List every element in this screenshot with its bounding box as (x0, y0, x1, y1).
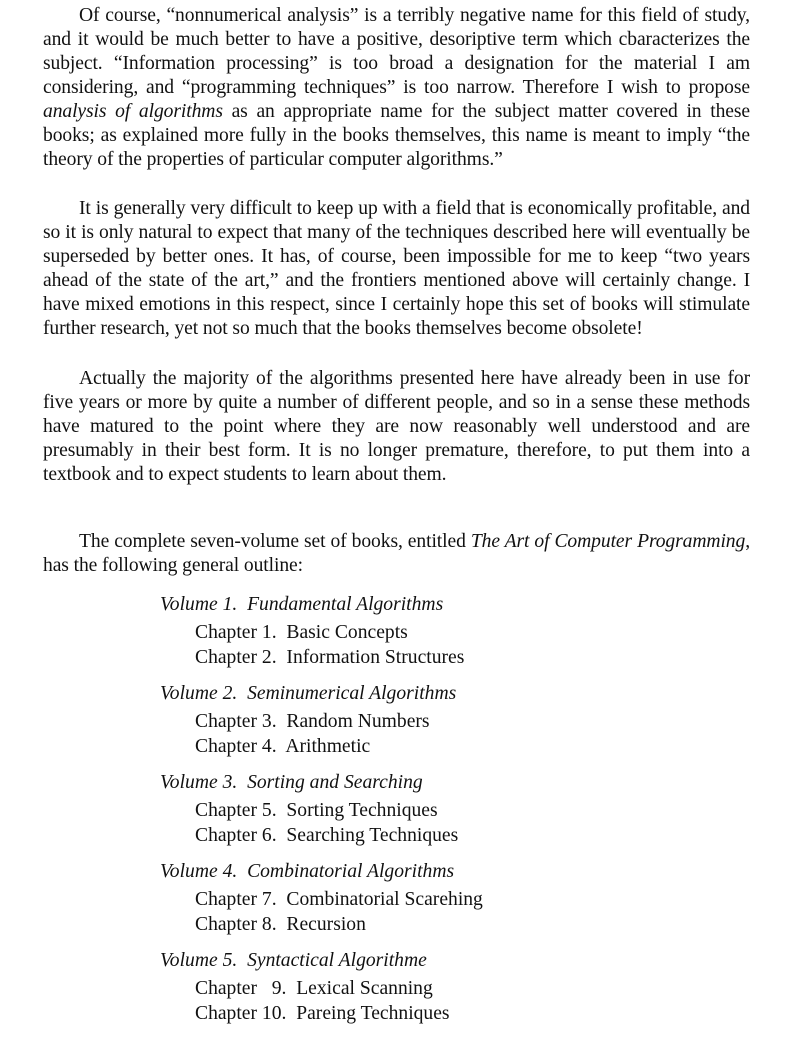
paragraph-series-outline-intro (43, 530, 750, 578)
italic-book-title: The Art of Computer Programming (470, 531, 746, 552)
text-run: It is generally very difficult to keep up with a field that is economically profitable, and so it is only natural to expect that many of the techniques described here will eventually be superseded by better ones. It has, of course, been impossible for me to keep “two years ahead of the state of the art,” and the frontiers mentioned above will certainly change. I have mixed emotions in this respect, since I certainly hope this set of books will stimulate further research, yet not so much that the books themselves become obsolete! (43, 198, 750, 339)
paragraph-analysis-of-algorithms (43, 4, 750, 172)
volume-title: Volume 3. Sorting and Searching (160, 772, 423, 793)
chapter-item: Chapter 9. Lexical Scanning (195, 978, 433, 999)
paragraph-majority-of-algorithms (43, 367, 750, 487)
chapter-item: Chapter 1. Basic Concepts (195, 622, 408, 643)
volume-title: Volume 5. Syntactical Algorithme (160, 950, 427, 971)
text-run: The complete seven-volume set of books, entitled (79, 531, 471, 552)
chapter-item: Chapter 3. Random Numbers (195, 711, 430, 732)
text-run: as an appropriate name for the subject matter covered in these books; as explained more fully in the books themselves, this name is meant to imply “the theory of the properties of particular computer algorithms.” (43, 101, 750, 170)
volume-outline (160, 593, 720, 1038)
chapter-item: Chapter 2. Information Structures (195, 646, 465, 668)
chapter-item: Chapter 4. Arithmetic (195, 735, 371, 757)
volume-entry (160, 949, 720, 1026)
paragraph-keeping-up (43, 197, 750, 341)
chapter-list (195, 888, 720, 937)
chapter-item: Chapter 6. Searching Techniques (195, 824, 459, 846)
chapter-list (195, 799, 720, 848)
chapter-list (195, 710, 720, 759)
text-run: , has the following general outline: (43, 531, 751, 576)
volume-entry (160, 682, 720, 759)
chapter-item: Chapter 8. Recursion (195, 913, 366, 935)
text-run: Actually the majority of the algorithms presented here have already been in use for five years or more by quite a number of different people, and so in a sense these methods have matured to the point where they are now reasonably well understood and are presumably in their best form. It is no longer premature, therefore, to put them into a textbook and to expect students to learn about them. (43, 368, 750, 485)
volume-title: Volume 2. Seminumerical Algorithms (160, 683, 457, 704)
chapter-list (195, 621, 720, 670)
volume-title: Volume 4. Combinatorial Algorithms (160, 861, 455, 882)
italic-term: analysis of algorithms (43, 101, 223, 122)
chapter-item: Chapter 5. Sorting Techniques (195, 800, 438, 821)
volume-entry (160, 771, 720, 848)
volume-title: Volume 1. Fundamental Algorithms (160, 594, 444, 615)
text-run: Of course, “nonnumerical analysis” is a terribly negative name for this field of study, and it would be much better to have a positive, desoriptive term which cbaracterizes the subject. “Information processing” is too broad a designation for the material I am considering, and “programming techniques” is too narrow. Therefore I wish to propose (43, 5, 750, 98)
volume-entry (160, 860, 720, 937)
chapter-list (195, 977, 720, 1026)
chapter-item: Chapter 7. Combinatorial Scarehing (195, 889, 483, 910)
volume-entry (160, 593, 720, 670)
chapter-item: Chapter 10. Pareing Techniques (195, 1002, 450, 1024)
